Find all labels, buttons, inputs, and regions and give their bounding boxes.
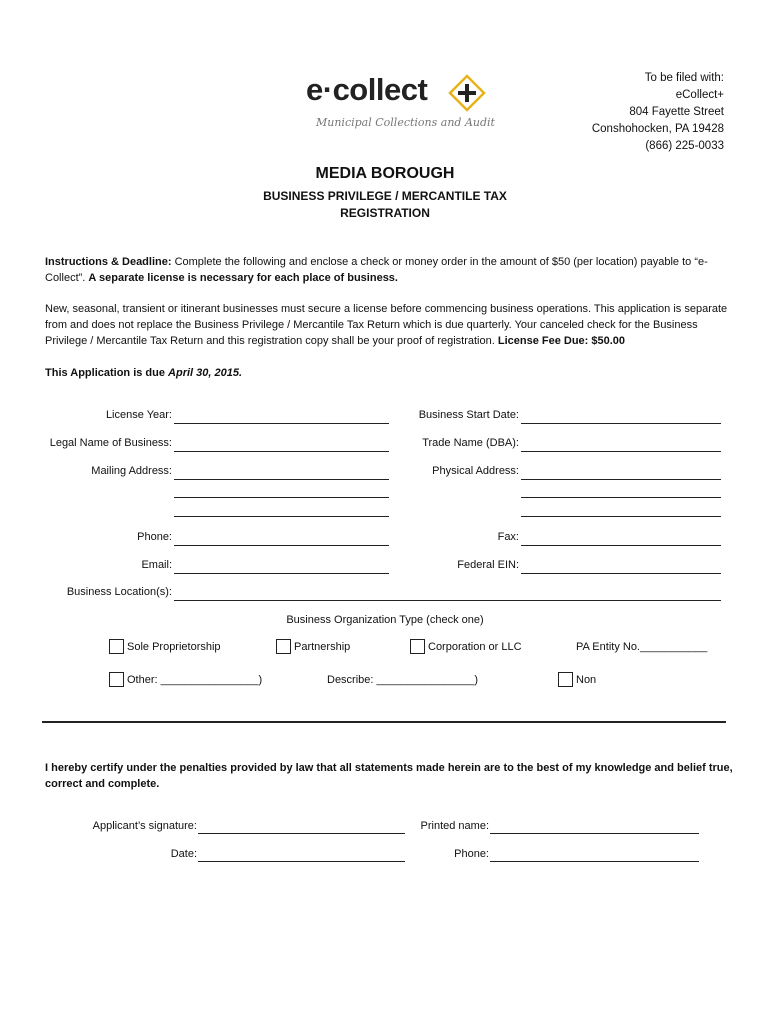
legal-name-label: Legal Name of Business: xyxy=(49,437,172,449)
non-label: Non xyxy=(576,674,597,686)
email-field[interactable] xyxy=(174,573,389,574)
partnership-checkbox[interactable] xyxy=(276,639,291,654)
email-label: Email: xyxy=(141,559,172,571)
physical-address-label: Physical Address: xyxy=(432,465,519,477)
corporation-checkbox[interactable] xyxy=(410,639,425,654)
ein-field[interactable] xyxy=(521,573,721,574)
start-date-label: Business Start Date: xyxy=(418,409,519,421)
fax-label: Fax: xyxy=(497,531,519,543)
pa-entity-field[interactable]: PA Entity No.___________ xyxy=(576,641,708,653)
logo-brand: e·collect xyxy=(306,72,428,107)
section-divider xyxy=(42,721,726,723)
new-business-paragraph xyxy=(45,301,735,349)
other-checkbox[interactable] xyxy=(109,672,124,687)
mailing-address-field[interactable] xyxy=(174,497,389,498)
fax-field[interactable] xyxy=(521,545,721,546)
paragraph-text: New, seasonal, transient or itinerant businesses must secure a license before commencing business operations. This application is separate from and does not replace the Business Privilege / Mercantile Tax Return which is due quarterly. Your canceled check for the Business Privilege / Mercantile Tax Return and this registration copy shall be your proof of registration. xyxy=(45,303,728,347)
partnership-label: Partnership xyxy=(294,641,351,653)
printed-name-field[interactable] xyxy=(490,833,699,834)
subtitle-line: BUSINESS PRIVILEGE / MERCANTILE TAX xyxy=(263,189,507,203)
legal-name-field[interactable] xyxy=(174,451,389,452)
page-title: MEDIA BOROUGH xyxy=(315,165,455,182)
signature-phone-label: Phone: xyxy=(454,848,489,860)
due-date: April 30, 2015. xyxy=(168,367,243,379)
license-year-field[interactable] xyxy=(174,423,389,424)
filing-address xyxy=(592,70,724,155)
signature-phone-field[interactable] xyxy=(490,861,699,862)
business-location-field[interactable] xyxy=(174,600,721,601)
printed-name-label: Printed name: xyxy=(420,820,489,832)
trade-name-field[interactable] xyxy=(521,451,721,452)
non-checkbox[interactable] xyxy=(558,672,573,687)
instructions-paragraph xyxy=(45,254,735,286)
date-field[interactable] xyxy=(198,861,405,862)
page-subtitle xyxy=(0,188,770,222)
physical-address-field[interactable] xyxy=(521,516,721,517)
subtitle-line: REGISTRATION xyxy=(340,206,430,220)
due-date-line xyxy=(45,365,735,381)
mailing-address-field[interactable] xyxy=(174,479,389,480)
address-line: 804 Fayette Street xyxy=(629,106,724,118)
mailing-address-field[interactable] xyxy=(174,516,389,517)
address-line: (866) 225-0033 xyxy=(645,140,724,152)
instructions-text: Complete the following and enclose a check or money order in the amount of $50 (per location) payable to “e-Collect”. xyxy=(45,256,708,284)
org-type-heading: Business Organization Type (check one) xyxy=(286,614,484,626)
certification-text: I hereby certify under the penalties provided by law that all statements made herein are to the best of my knowledge and belief true, correct and complete. xyxy=(45,762,733,790)
business-location-label: Business Location(s): xyxy=(66,586,172,598)
plus-diamond-icon xyxy=(446,72,488,114)
sole-proprietorship-checkbox[interactable] xyxy=(109,639,124,654)
logo-tagline: Municipal Collections and Audit xyxy=(316,116,495,129)
address-line: To be filed with: xyxy=(644,72,724,84)
instructions-lead: Instructions & Deadline: xyxy=(45,256,172,268)
date-label: Date: xyxy=(170,848,197,860)
address-line: eCollect+ xyxy=(675,89,724,101)
phone-field[interactable] xyxy=(174,545,389,546)
physical-address-field[interactable] xyxy=(521,479,721,480)
ecollect-logo xyxy=(306,72,495,132)
trade-name-label: Trade Name (DBA): xyxy=(422,437,519,449)
license-fee: License Fee Due: $50.00 xyxy=(497,335,626,347)
sole-proprietorship-label: Sole Proprietorship xyxy=(127,641,221,653)
phone-label: Phone: xyxy=(137,531,172,543)
corporation-label: Corporation or LLC xyxy=(428,641,522,653)
applicant-signature-field[interactable] xyxy=(198,833,405,834)
instructions-bold: A separate license is necessary for each place of business. xyxy=(88,272,398,284)
mailing-address-label: Mailing Address: xyxy=(91,465,172,477)
license-year-label: License Year: xyxy=(105,409,172,421)
ein-label: Federal EIN: xyxy=(457,559,519,571)
applicant-signature-label: Applicant’s signature: xyxy=(92,820,197,832)
describe-field[interactable]: Describe: ________________) xyxy=(327,674,479,686)
address-line: Conshohocken, PA 19428 xyxy=(591,123,724,135)
other-label[interactable]: Other: ________________) xyxy=(127,674,263,686)
start-date-field[interactable] xyxy=(521,423,721,424)
physical-address-field[interactable] xyxy=(521,497,721,498)
due-prefix: This Application is due xyxy=(45,367,169,379)
